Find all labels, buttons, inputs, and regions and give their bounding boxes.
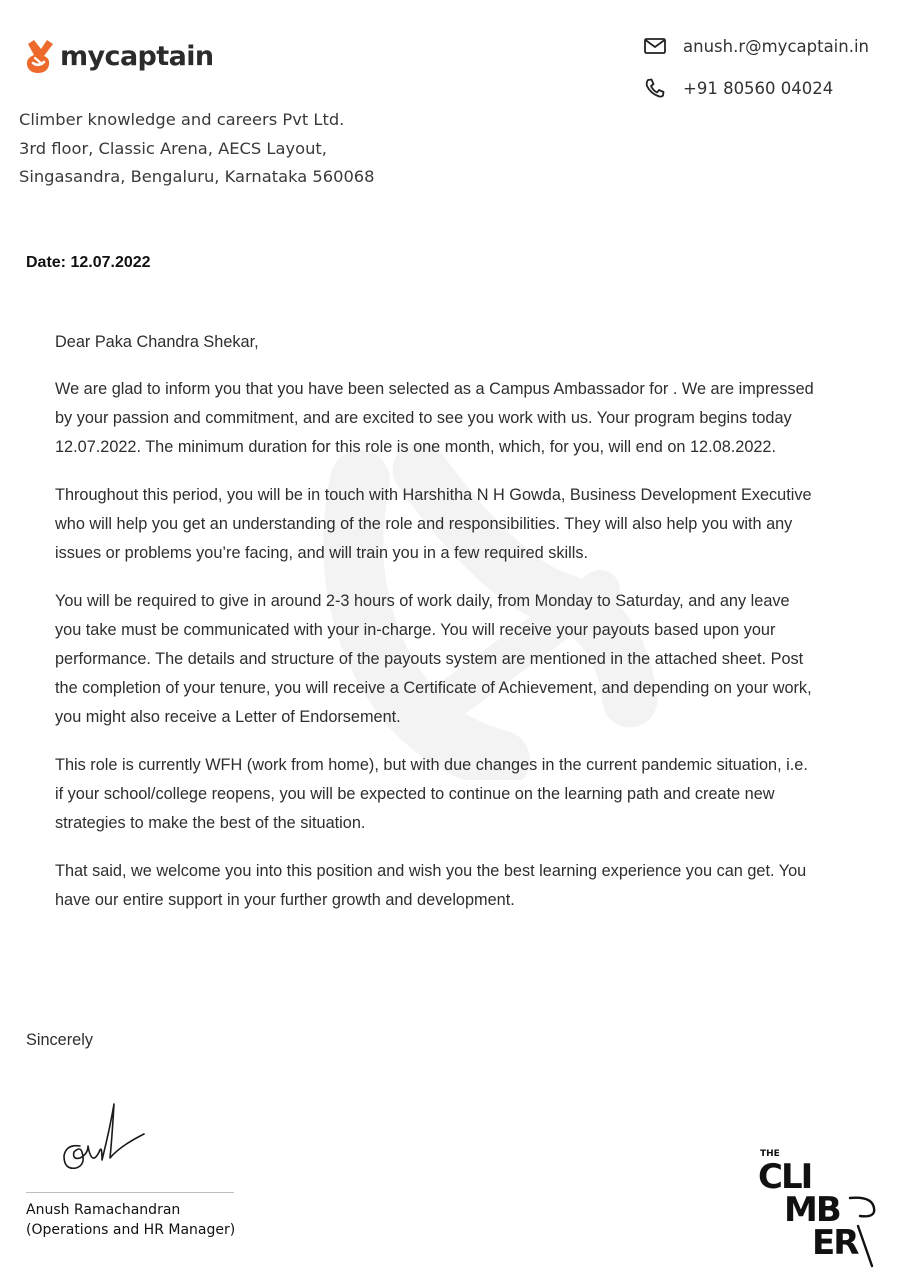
paragraph: This role is currently WFH (work from home), but with due changes in the current pandemic situation, i.e. if your school/college reopens, you will be expected to continue on the learning path and create new strategies to make the best of the situation. xyxy=(55,756,808,832)
paragraph: Throughout this period, you will be in touch with Harshitha N H Gowda, Business Development Executive who will help you get an understanding of the role and responsibilities. They will also help you with any issues or problems you’re facing, and will train you in a few required skills. xyxy=(55,486,812,562)
signer-title: (Operations and HR Manager) xyxy=(26,1222,236,1238)
phone-icon xyxy=(642,77,668,99)
address-line: Climber knowledge and careers Pvt Ltd. xyxy=(19,110,345,129)
email-contact xyxy=(642,35,869,57)
paragraph: You will be required to give in around 2-3 hours of work daily, from Monday to Saturday, and any leave you take must be communicated with your in-charge. You will receive your payouts based upon your performance. The details and structure of the payouts system are mentioned in the attached sheet. Post the completion of your tenure, you will receive a Certificate of Achievement, and depending on your work, you might also receive a Letter of Endorsement. xyxy=(55,592,812,726)
climber-line2: MB xyxy=(784,1190,840,1230)
signer-name: Anush Ramachandran xyxy=(26,1202,181,1218)
paragraph: We are glad to inform you that you have been selected as a Campus Ambassador for . We are impressed by your passion and commitment, and are excited to see you work with us. Your program begins today 12.07.2022. The minimum duration for this role is one month, which, for you, will end on 12.08.2022. xyxy=(55,380,814,456)
email-text[interactable]: anush.r@mycaptain.in xyxy=(683,36,870,56)
letter-date: Date: 12.07.2022 xyxy=(26,254,151,271)
greeting: Dear Paka Chandra Shekar, xyxy=(55,333,259,351)
mycaptain-hand-icon xyxy=(22,36,58,76)
climber-line1: CLI xyxy=(758,1157,812,1197)
the-climber-logo xyxy=(754,1142,884,1268)
address-line: Singasandra, Bengaluru, Karnataka 560068 xyxy=(19,167,375,186)
signature-line xyxy=(26,1192,234,1193)
logo-text: mycaptain xyxy=(60,40,214,72)
letter-body xyxy=(55,328,815,934)
address-line: 3rd floor, Classic Arena, AECS Layout, xyxy=(19,138,327,158)
paragraph: That said, we welcome you into this position and wish you the best learning experience you can get. You have our entire support in your further growth and development. xyxy=(55,862,807,909)
closing: Sincerely xyxy=(26,1031,93,1049)
signer-block xyxy=(26,1200,235,1240)
mail-icon xyxy=(642,35,668,57)
phone-contact xyxy=(642,77,833,99)
company-address xyxy=(19,106,375,192)
climber-line3: ER xyxy=(812,1223,858,1263)
climber-the-text: THE xyxy=(760,1149,780,1159)
mycaptain-logo xyxy=(22,36,214,76)
phone-text[interactable]: +91 80560 04024 xyxy=(683,78,834,98)
signature-image xyxy=(58,1098,150,1178)
